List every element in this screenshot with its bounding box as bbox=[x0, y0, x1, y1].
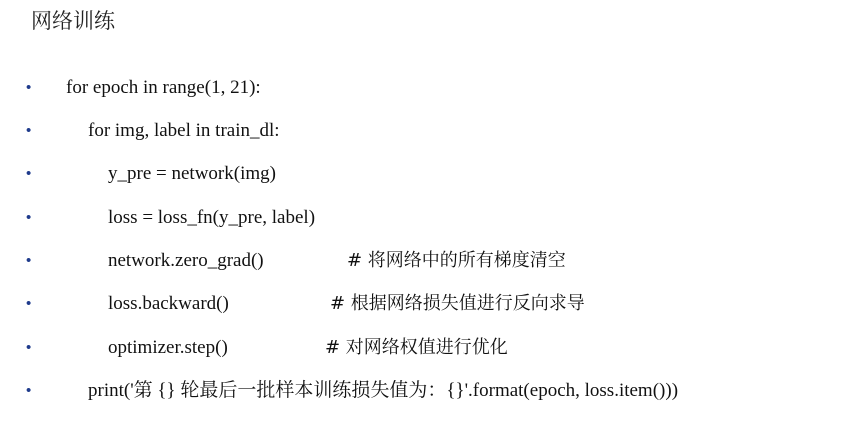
list-item bbox=[0, 290, 858, 318]
list-item bbox=[0, 247, 858, 275]
bullet-icon: • bbox=[26, 339, 32, 356]
list-item bbox=[0, 204, 858, 232]
bullet-icon: • bbox=[26, 382, 32, 399]
code-comment: # 对网络权值进行优化 bbox=[325, 337, 508, 358]
code-line: loss = loss_fn(y_pre, label) bbox=[108, 207, 316, 228]
bullet-icon: • bbox=[26, 209, 32, 226]
list-item bbox=[0, 160, 858, 188]
slide-title: 网络训练 bbox=[31, 9, 115, 33]
code-line: for img, label in train_dl: bbox=[88, 120, 280, 141]
code-line: y_pre = network(img) bbox=[108, 163, 276, 184]
code-line: network.zero_grad() bbox=[108, 250, 264, 271]
code-line: for epoch in range(1, 21): bbox=[66, 77, 261, 98]
bullet-icon: • bbox=[26, 122, 32, 139]
bullet-icon: • bbox=[26, 165, 32, 182]
bullet-icon: • bbox=[26, 252, 32, 269]
bullet-icon: • bbox=[26, 79, 32, 96]
code-line: loss.backward() bbox=[108, 293, 229, 314]
list-item bbox=[0, 117, 858, 145]
list-item bbox=[0, 74, 858, 102]
list-item bbox=[0, 334, 858, 362]
bullet-icon: • bbox=[26, 295, 32, 312]
code-comment: # 根据网络损失值进行反向求导 bbox=[330, 293, 585, 314]
code-comment: # 将网络中的所有梯度清空 bbox=[347, 250, 566, 271]
list-item bbox=[0, 377, 858, 405]
code-line: print('第 {} 轮最后一批样本训练损失值为：{}'.format(epoch, loss.item())) bbox=[88, 380, 679, 401]
code-line: optimizer.step() bbox=[108, 337, 228, 358]
